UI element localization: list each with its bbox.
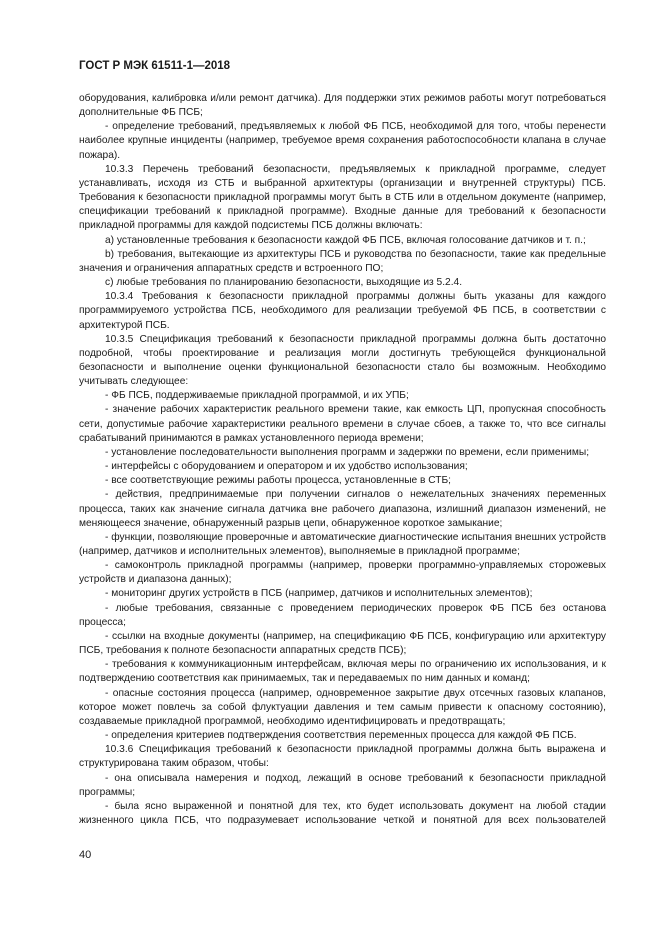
- paragraph: - была ясно выраженной и понятной для тех, кто будет использовать документ на любой стадии жизненного цикла ПСБ, что подразумевает использование четкой и понятной для всех пользователей: [79, 800, 606, 826]
- paragraph: - установление последовательности выполнения программ и задержки по времени, если применимы;: [105, 446, 590, 458]
- paragraph: c) любые требования по планированию безопасности, выходящие из 5.2.4.: [105, 277, 463, 289]
- page-number: 40: [79, 849, 92, 861]
- paragraph: - требования к коммуникационным интерфейсам, включая меры по ограничению их использования, и к подтверждению соответствия как принимаемых, так и передаваемых по ним данных и команд;: [79, 659, 606, 685]
- paragraph: 10.3.6 Спецификация требований к безопасности прикладной программы должна быть выражена и структурирована таким образом, чтобы:: [79, 744, 606, 770]
- paragraph: - функции, позволяющие проверочные и автоматические диагностические испытания внешних устройств (например, датчиков и исполнительных элементов), выполняемые в прикладной программе;: [79, 531, 606, 557]
- paragraph: 10.3.5 Спецификация требований к безопасности прикладной программы должна быть достаточно подробной, чтобы проектирование и реализация могли достигнуть требующейся функциональной безопасности и выполнение оценки функциональной безопасности стало бы возможным. Необходимо учитывать следующее:: [79, 333, 606, 388]
- paragraph: оборудования, калибровка и/или ремонт датчика). Для поддержки этих режимов работы могут потребоваться дополнительные ФБ ПСБ;: [79, 93, 606, 119]
- paragraph: - действия, предпринимаемые при получении сигналов о нежелательных значениях переменных процесса, таких как значение сигнала датчика вне рабочего диапазона, излишний диапазон изменений, не меняющееся значение, обнаруженный разрыв цепи, обнаруженное короткое замыкание;: [79, 489, 606, 529]
- standard-header: ГОСТ Р МЭК 61511-1—2018: [79, 60, 231, 72]
- paragraph: - ФБ ПСБ, поддерживаемые прикладной программой, и их УПБ;: [105, 390, 409, 402]
- paragraph: - все соответствующие режимы работы процесса, установленные в СТБ;: [105, 475, 452, 487]
- paragraph: - опасные состояния процесса (например, одновременное закрытие двух отсечных газовых клапанов, которое может повлечь за собой флуктуации давления и тем самым привести к опасному состоянию), создаваемые прикладной программой, необходимо идентифицировать и предотвращать;: [79, 687, 606, 727]
- paragraph: 10.3.4 Требования к безопасности прикладной программы должны быть указаны для каждого программируемого устройства ПСБ, необходимого для реализации требуемой ФБ ПСБ, в соответствии с архитектурой ПСБ.: [79, 291, 606, 331]
- paragraph: - самоконтроль прикладной программы (например, проверки программно-управляемых сторожевых устройств и диапазона данных);: [79, 560, 606, 586]
- document-body: [79, 92, 606, 828]
- paragraph: - любые требования, связанные с проведением периодических проверок ФБ ПСБ без останова процесса;: [79, 602, 606, 628]
- paragraph: - она описывала намерения и подход, лежащий в основе требований к безопасности прикладной программы;: [79, 772, 606, 798]
- paragraph: - мониторинг других устройств в ПСБ (например, датчиков и исполнительных элементов);: [105, 588, 533, 600]
- paragraph: 10.3.3 Перечень требований безопасности, предъявляемых к прикладной программе, следует устанавливать, исходя из СТБ и выбранной архитектуры (организации и внутренней структуры) ПСБ. Требования к безопасности прикладной программы могут быть в СТБ или в отдельном документе (например, спецификации требований к прикладной программе). Входные данные для требований к безопасности прикладной программы для каждой подсистемы ПСБ должны включать:: [79, 163, 606, 232]
- paragraph: b) требования, вытекающие из архитектуры ПСБ и руководства по безопасности, такие как предельные значения и ограничения аппаратных средств и встроенного ПО;: [79, 248, 606, 274]
- paragraph: a) установленные требования к безопасности каждой ФБ ПСБ, включая голосование датчиков и т. п.;: [105, 234, 586, 246]
- paragraph: - интерфейсы с оборудованием и оператором и их удобство использования;: [105, 461, 468, 473]
- paragraph: - значение рабочих характеристик реального времени такие, как емкость ЦП, пропускная способность сети, допустимые рабочие характеристики реального времени в случае сбоев, а также то, что все сигналы срабатываний принимаются в рамках установленного периода времени;: [79, 404, 606, 444]
- paragraph: - определения критериев подтверждения соответствия переменных процесса для каждой ФБ ПСБ.: [105, 730, 577, 742]
- paragraph: - ссылки на входные документы (например, на спецификацию ФБ ПСБ, конфигурацию или архитектуру ПСБ, требования к полноте безопасности аппаратных средств ПСБ);: [79, 630, 606, 657]
- paragraph: - определение требований, предъявляемых к любой ФБ ПСБ, необходимой для того, чтобы перенести наиболее крупные инциденты (например, требуемое время сохранения работоспособности клапана в случае пожара).: [79, 121, 606, 161]
